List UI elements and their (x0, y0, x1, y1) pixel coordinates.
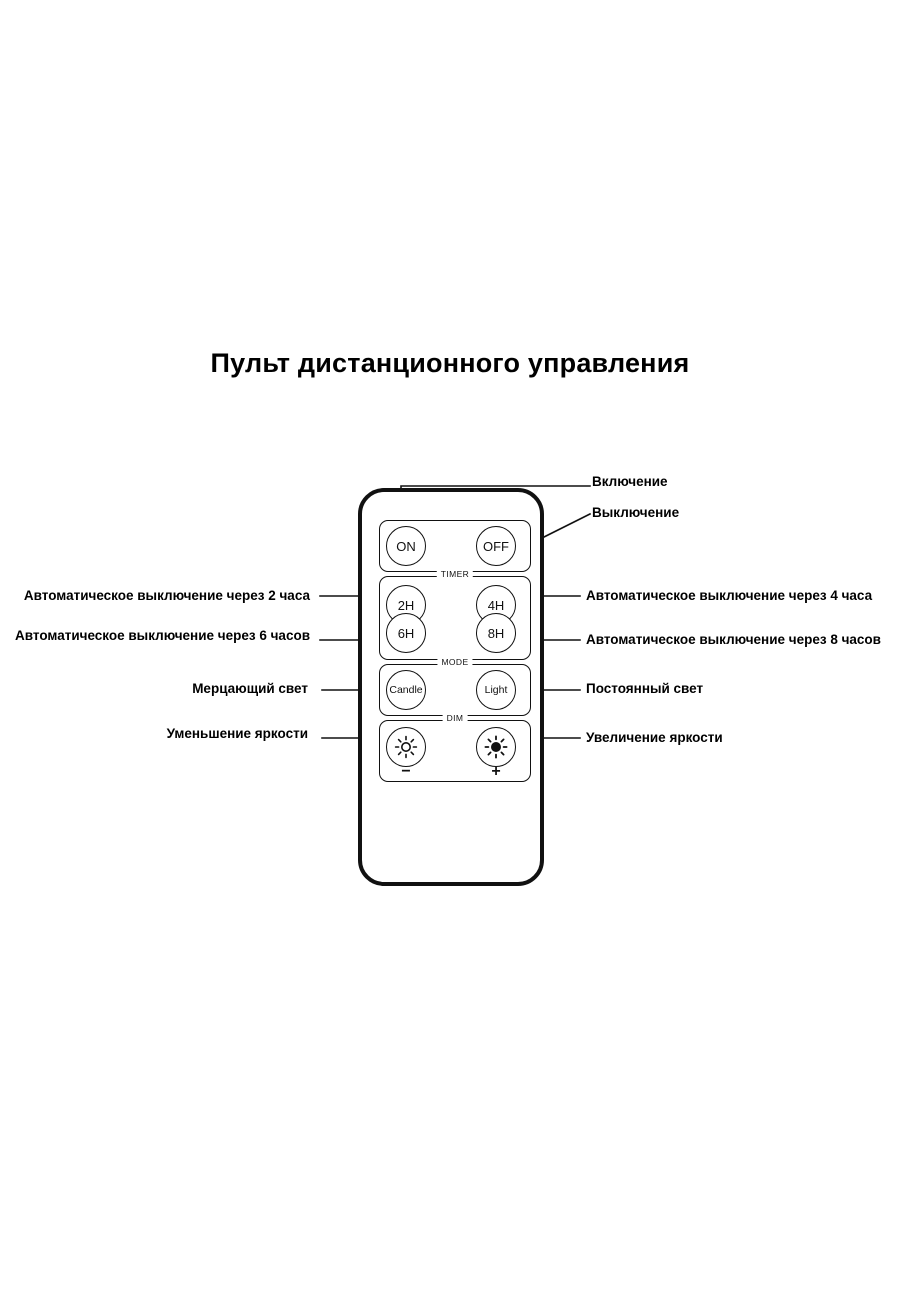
callout-dim-up: Увеличение яркости (586, 730, 723, 745)
page-title: Пульт дистанционного управления (210, 348, 690, 378)
callout-dim-down: Уменьшение яркости (166, 726, 308, 741)
timer-panel-label: TIMER (437, 569, 473, 579)
power-panel (379, 520, 531, 572)
mode-panel-label: MODE (437, 657, 472, 667)
timer-6h-button[interactable]: 6H (386, 613, 426, 653)
timer-2h-button[interactable]: 2H (386, 585, 426, 625)
remote-control-body (358, 488, 544, 886)
timer-4h-button[interactable]: 4H (476, 585, 516, 625)
dim-panel-label: DIM (443, 713, 468, 723)
on-button[interactable]: ON (386, 526, 426, 566)
mode-panel (379, 657, 531, 716)
dim-minus-sign: − (401, 763, 411, 780)
callout-timer-8h: Автоматическое выключение через 8 часов (586, 632, 881, 647)
timer-panel (379, 569, 531, 660)
callout-timer-4h: Автоматическое выключение через 4 часа (586, 588, 873, 603)
timer-8h-button[interactable]: 8H (476, 613, 516, 653)
callout-on: Включение (592, 474, 668, 489)
dim-panel (379, 713, 531, 782)
light-mode-button[interactable]: Light (476, 670, 516, 710)
callout-light: Постоянный свет (586, 681, 704, 696)
callout-off: Выключение (592, 505, 680, 520)
dim-up-button[interactable] (476, 727, 516, 767)
sun-outline-icon (394, 735, 418, 759)
dim-down-button[interactable] (386, 727, 426, 767)
off-button[interactable]: OFF (476, 526, 516, 566)
dim-plus-sign: + (491, 763, 501, 780)
callout-timer-6h: Автоматическое выключение через 6 часов (15, 628, 310, 643)
callout-candle: Мерцающий свет (192, 681, 308, 696)
candle-mode-button[interactable]: Candle (386, 670, 426, 710)
sun-filled-icon (484, 735, 508, 759)
callout-timer-2h: Автоматическое выключение через 2 часа (23, 588, 310, 603)
